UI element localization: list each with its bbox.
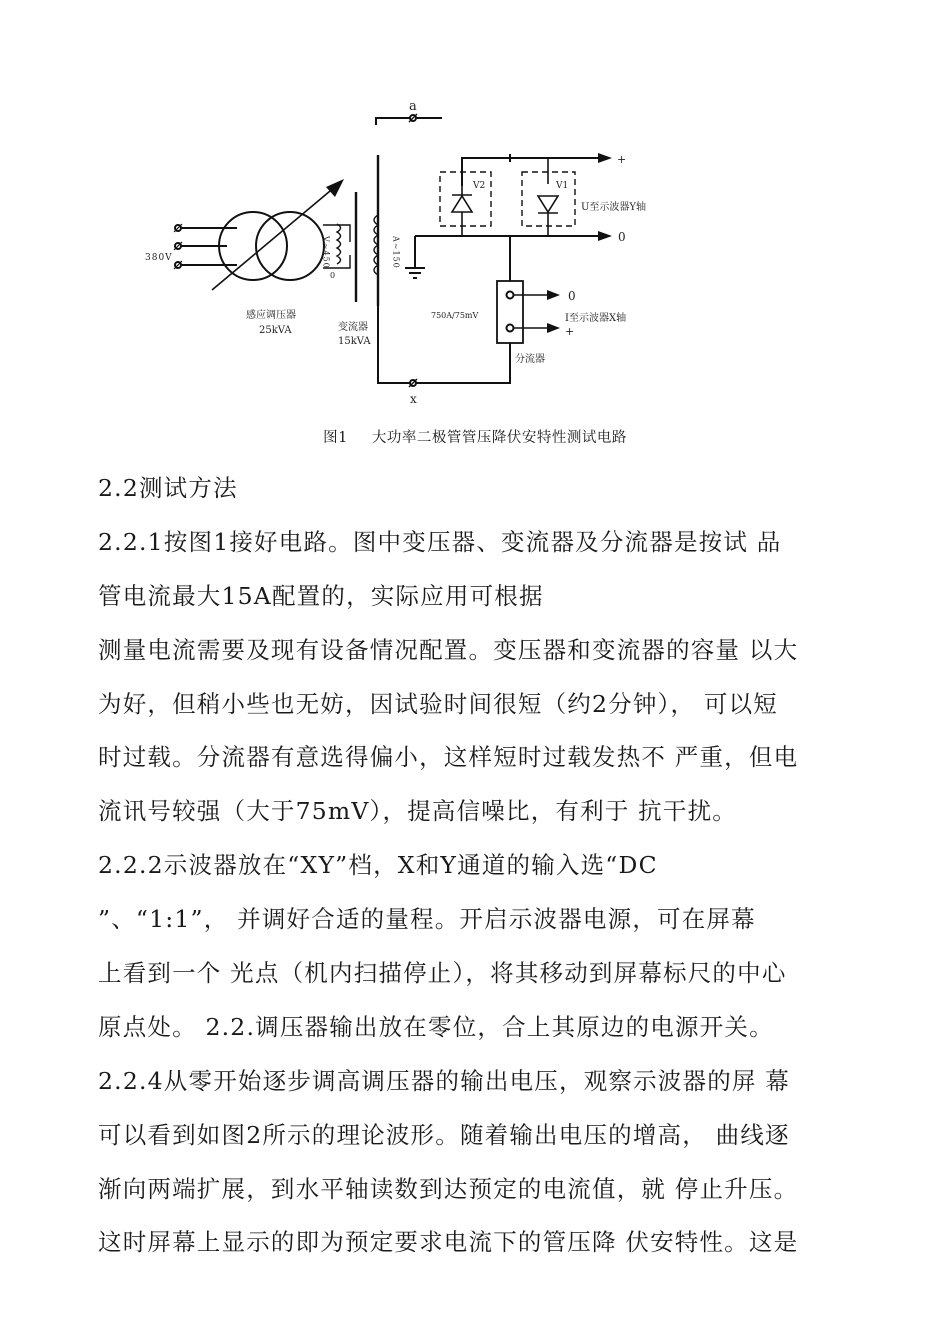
label-regulator-rating: 25kVA [259,325,292,336]
label-shunt-rating: 750A/75mV [431,311,479,320]
label-shunt-name: 分流器 [515,354,545,365]
label-a: a [409,99,417,114]
label-plus-shunt: + [565,325,575,338]
caption-title: 大功率二极管管压降伏安特性测试电路 [371,430,627,446]
text-line: 上看到一个 光点（机内扫描停止），将其移动到屏幕标尺的中心 [98,959,787,988]
shunt [431,236,626,365]
caption-number: 图1 [323,430,348,446]
text-line: ”、“1:1”， 并调好合适的量程。开启示波器电源，可在屏幕 [98,905,756,934]
label-vscale: V~450 [321,236,331,269]
current-transformer [338,155,401,347]
text-line: 这时屏幕上显示的即为预定要求电流下的管压降 伏安特性。这是 [98,1228,799,1257]
label-d1: V1 [556,181,569,191]
text-line: 可以看到如图2所示的理论波形。随着输出电压的增高， 曲线逐 [98,1120,790,1149]
text-line: 管电流最大15A配置的，实际应用可根据 [98,581,544,610]
diode-v2 [440,172,491,236]
text-line: 流讯号较强（大于75mV），提高信噪比，有利于 抗干扰。 [98,797,737,826]
label-ascale: A~150 [391,236,401,269]
section-heading: 2.2测试方法 [98,474,238,502]
label-converter-rating: 15kVA [338,336,371,347]
voltage-coil [322,224,341,280]
label-x: x [410,392,417,406]
label-y-axis: U至示波器Y轴 [581,202,647,213]
label-converter-name: 变流器 [338,322,368,333]
text-line: 原点处。 2.2.调压器输出放在零位，合上其原边的电源开关。 [98,1012,774,1041]
label-v0: 0 [330,271,336,280]
document-body [98,462,858,1270]
terminal-x [378,306,510,406]
terminal-a [376,99,442,125]
label-380v: 380V [145,253,173,263]
diode-v1 [522,158,575,236]
label-regulator-name: 感应调压器 [246,310,296,321]
text-line: 2.2.2示波器放在“XY”档，X和Y通道的输入选“DC [98,851,658,880]
label-zero-shunt: 0 [568,289,576,303]
text-line: 时过载。分流器有意选得偏小，这样短时过载发热不 严重，但电 [98,743,799,772]
figure-caption [0,426,950,447]
label-plus-top: + [617,153,627,166]
circuit-diagram [130,95,690,425]
label-zero-top: 0 [618,230,626,244]
text-line: 2.2.4从零开始逐步调高调压器的输出电压，观察示波器的屏 幕 [98,1066,790,1095]
text-line: 为好，但稍小些也无妨，因试验时间很短（约2分钟）， 可以短 [98,689,778,718]
text-line: 测量电流需要及现有设备情况配置。变压器和变流器的容量 以大 [98,635,799,664]
label-d2: V2 [473,181,486,191]
text-line: 2.2.1按图1接好电路。图中变压器、变流器及分流器是按试 品 [98,527,782,556]
label-x-axis: I至示波器X轴 [565,313,627,324]
text-line: 渐向两端扩展，到水平轴读数到达预定的电流值，就 停止升压。 [98,1174,799,1203]
